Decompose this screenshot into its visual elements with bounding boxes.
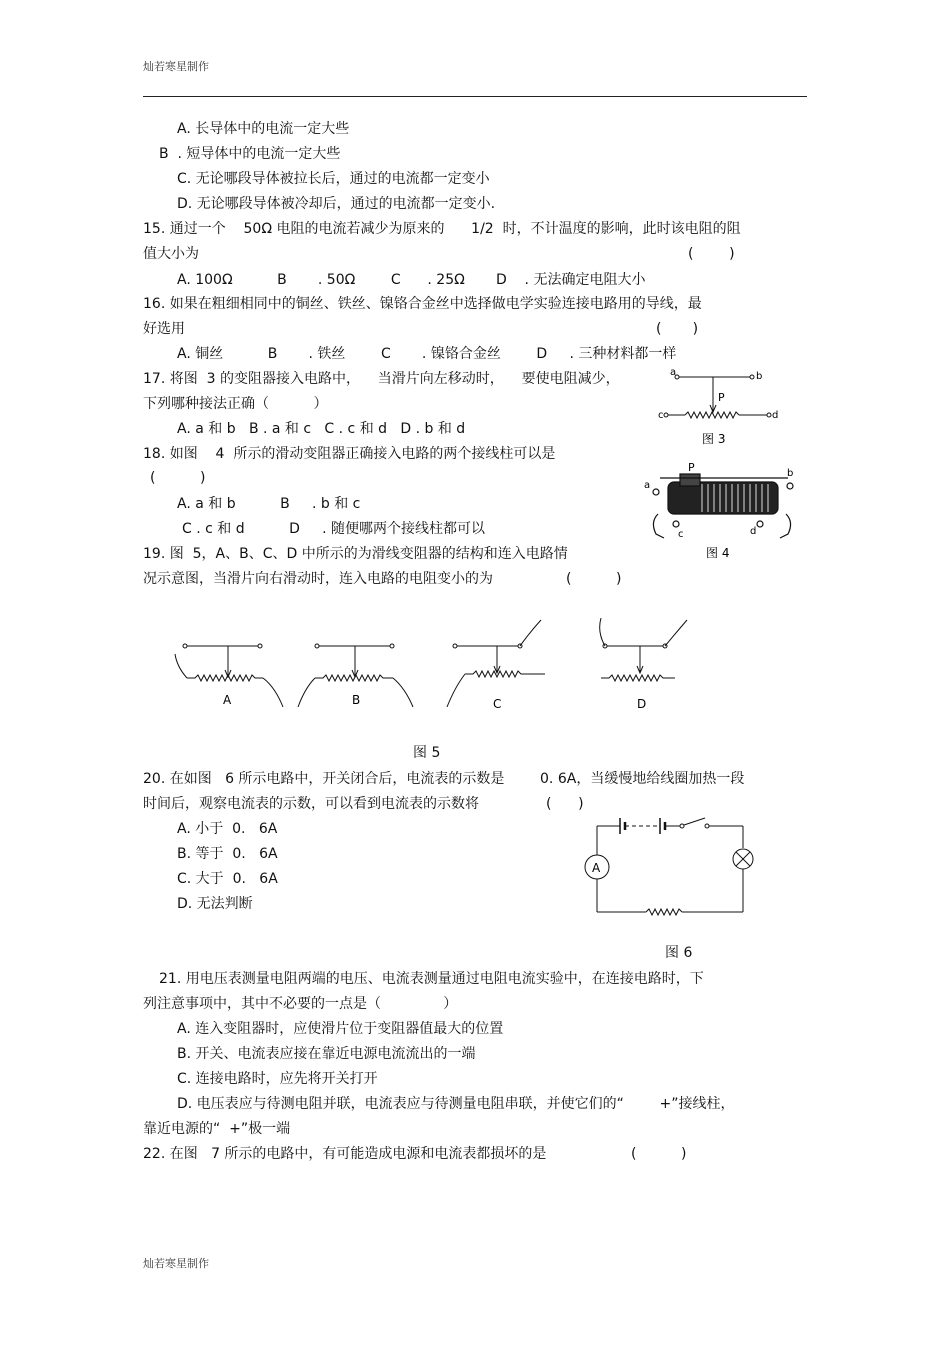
q20-text-cont: 时间后，观察电流表的示数，可以看到电流表的示数将 — [143, 796, 479, 812]
figure3-label-a: a — [670, 367, 677, 378]
q22-answer-blank: ( ) — [631, 1146, 687, 1162]
q20-option-d: D. 无法判断 — [177, 896, 253, 912]
q18-option-cd: C . c 和 d D . 随便哪两个接线柱都可以 — [182, 521, 486, 537]
q21-option-c: C. 连接电路时，应先将开关打开 — [177, 1071, 378, 1087]
q17-options: A. a 和 b B . a 和 c C . c 和 d D . b 和 d — [177, 421, 466, 437]
q21-text: 21. 用电压表测量电阻两端的电压、电流表测量通过电阻电流实验中，在连接电路时，下 — [159, 971, 704, 987]
figure4-sliding-rheostat — [640, 462, 800, 562]
q16-options: A. 铜丝 B . 铁丝 C . 镍铬合金丝 D . 三种材料都一样 — [177, 346, 677, 362]
page-footer: 灿若寒星制作 — [143, 1257, 209, 1270]
q15-options: A. 100Ω B . 50Ω C . 25Ω D . 无法确定电阻大小 — [177, 272, 646, 288]
q17-text-cont: 下列哪种接法正确（ ） — [143, 396, 328, 412]
q19-answer-blank: ( ) — [566, 571, 622, 587]
q21-option-a: A. 连入变阻器时，应使滑片位于变阻器值最大的位置 — [177, 1021, 504, 1037]
q20-option-b: B. 等于 0. 6A — [177, 846, 278, 862]
page-header: 灿若寒星制作 — [143, 60, 209, 73]
q18-text: 18. 如图 4 所示的滑动变阻器正确接入电路的两个接线柱可以是 — [143, 446, 556, 462]
q16-text: 16. 如果在粗细相同中的铜丝、铁丝、镍铬合金丝中选择做电学实验连接电路用的导线，最 — [143, 296, 702, 312]
q14-option-b: B . 短导体中的电流一定大些 — [159, 146, 341, 162]
q17-text: 17. 将图 3 的变阻器接入电路中， 当滑片向左移动时， 要使电阻减少， — [143, 371, 620, 387]
q20-option-c: C. 大于 0. 6A — [177, 871, 278, 887]
q19-text: 19. 图 5，A、B、C、D 中所示的为滑线变阻器的结构和连入电路情 — [143, 546, 568, 562]
figure5-label-c: C — [493, 697, 502, 711]
q14-option-c: C. 无论哪段导体被拉长后，通过的电流都一定变小 — [177, 171, 490, 187]
figure4-label-c: c — [678, 529, 684, 540]
figure3-label-p: P — [718, 391, 725, 404]
q20-text: 20. 在如图 6 所示电路中，开关闭合后，电流表的示数是 0. 6A，当缓慢地给线圈加热一段 — [143, 771, 745, 787]
q18-answer-blank: ( ) — [150, 470, 206, 486]
figure4-label-a: a — [644, 480, 651, 491]
figure6-ammeter-label: A — [592, 861, 601, 875]
figure5-diagrams — [165, 612, 705, 717]
q21-option-b: B. 开关、电流表应接在靠近电源电流流出的一端 — [177, 1046, 476, 1062]
figure4-caption: 图 4 — [706, 546, 730, 560]
q22-text: 22. 在图 7 所示的电路中，有可能造成电源和电流表都损坏的是 — [143, 1146, 547, 1162]
figure3-rheostat-diagram — [655, 365, 790, 450]
q15-answer-blank: ( ) — [688, 246, 735, 262]
figure3-label-b: b — [756, 371, 763, 382]
q16-answer-blank: ( ) — [656, 321, 699, 337]
q14-option-a: A. 长导体中的电流一定大些 — [177, 121, 350, 137]
q21-text-cont: 列注意事项中，其中不必要的一点是（ ） — [143, 996, 458, 1012]
q20-option-a: A. 小于 0. 6A — [177, 821, 278, 837]
figure4-label-d: d — [750, 526, 757, 537]
figure5-label-b: B — [352, 693, 361, 707]
figure6-circuit-diagram — [580, 815, 760, 920]
figure3-caption: 图 3 — [702, 432, 726, 446]
figure5-label-a: A — [223, 693, 232, 707]
q18-option-ab: A. a 和 b B . b 和 c — [177, 496, 361, 512]
q21-option-d: D. 电压表应与待测电阻并联，电流表应与待测量电阻串联，并使它们的“ +”接线柱， — [177, 1096, 735, 1112]
figure5-label-d: D — [637, 697, 647, 711]
figure5-caption: 图 5 — [413, 745, 441, 761]
figure6-caption: 图 6 — [665, 945, 693, 961]
q15-text-cont: 值大小为 — [143, 246, 199, 262]
figure3-label-d: d — [772, 410, 779, 421]
q16-text-cont: 好选用 — [143, 321, 185, 337]
q19-text-cont: 况示意图，当滑片向右滑动时，连入电路的电阻变小的为 — [143, 571, 493, 587]
q14-option-d: D. 无论哪段导体被冷却后，通过的电流都一定变小. — [177, 196, 496, 212]
q20-answer-blank: ( ) — [546, 796, 584, 812]
figure3-label-c: c — [658, 410, 664, 421]
figure4-label-p: P — [688, 461, 695, 474]
header-divider — [143, 96, 807, 97]
q21-option-d-cont: 靠近电源的“ +”极一端 — [143, 1121, 291, 1137]
q15-text: 15. 通过一个 50Ω 电阻的电流若减少为原来的 1/2 时，不计温度的影响，此时该电阻的阻 — [143, 221, 741, 237]
figure4-label-b: b — [787, 468, 794, 479]
